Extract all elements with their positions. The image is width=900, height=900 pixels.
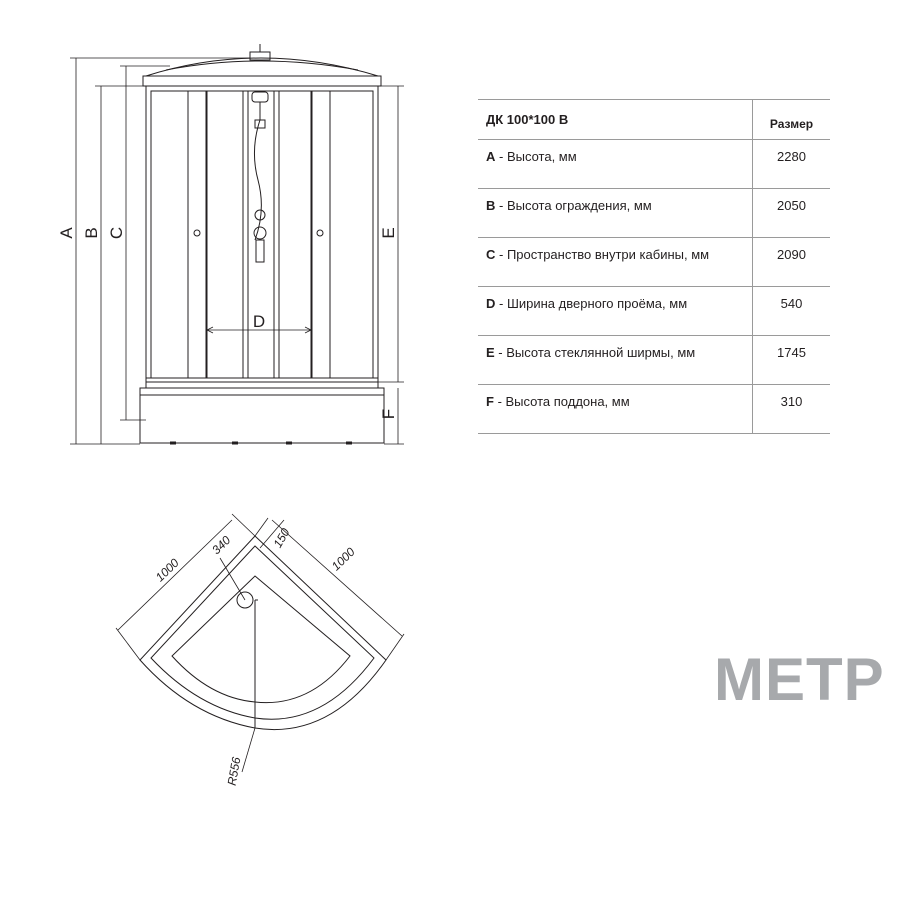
row-value: 540 [753,287,831,336]
dim-c-label: C [107,226,126,240]
table-row [478,140,830,189]
row-letter: D [486,296,496,311]
table-row [478,189,830,238]
table-row [478,336,830,385]
plan-offset-left-label: 340 [209,533,234,558]
row-value: 2280 [753,140,831,189]
row-label: - Высота стеклянной ширмы, мм [494,345,696,360]
row-letter: F [486,394,494,409]
row-label: - Высота поддона, мм [493,394,630,409]
plan-dimension-lines [116,514,404,772]
row-value: 310 [753,385,831,434]
specs-table-header [478,100,830,140]
dim-f-label: F [379,408,398,420]
front-dimension-lines [70,58,404,444]
row-label: - Высота, мм [495,149,577,164]
front-view-cabin [140,44,384,443]
row-letter: E [486,345,495,360]
brand-logo: МЕТР [714,646,885,713]
dim-e-label: E [379,227,398,239]
row-letter: C [486,247,496,262]
row-label: - Ширина дверного проёма, мм [495,296,688,311]
row-value: 2050 [753,189,831,238]
table-row [478,287,830,336]
plan-side-right-label: 1000 [328,544,358,574]
row-letter: B [486,198,496,213]
table-title: ДК 100*100 В [478,100,753,140]
plan-side-left-label: 1000 [152,555,182,585]
dim-d-label: D [252,312,266,331]
specs-table [478,99,830,434]
row-label: - Пространство внутри кабины, мм [495,247,710,262]
row-label: - Высота ограждения, мм [495,198,652,213]
table-row [478,385,830,434]
table-row [478,238,830,287]
size-header: Размер [753,100,831,140]
plan-offset-right-label: 150 [270,525,293,551]
row-value: 2090 [753,238,831,287]
dim-a-label: A [57,227,76,239]
row-letter: A [486,149,496,164]
plan-radius-label: R556 [224,755,244,787]
row-value: 1745 [753,336,831,385]
dim-b-label: B [82,227,101,239]
